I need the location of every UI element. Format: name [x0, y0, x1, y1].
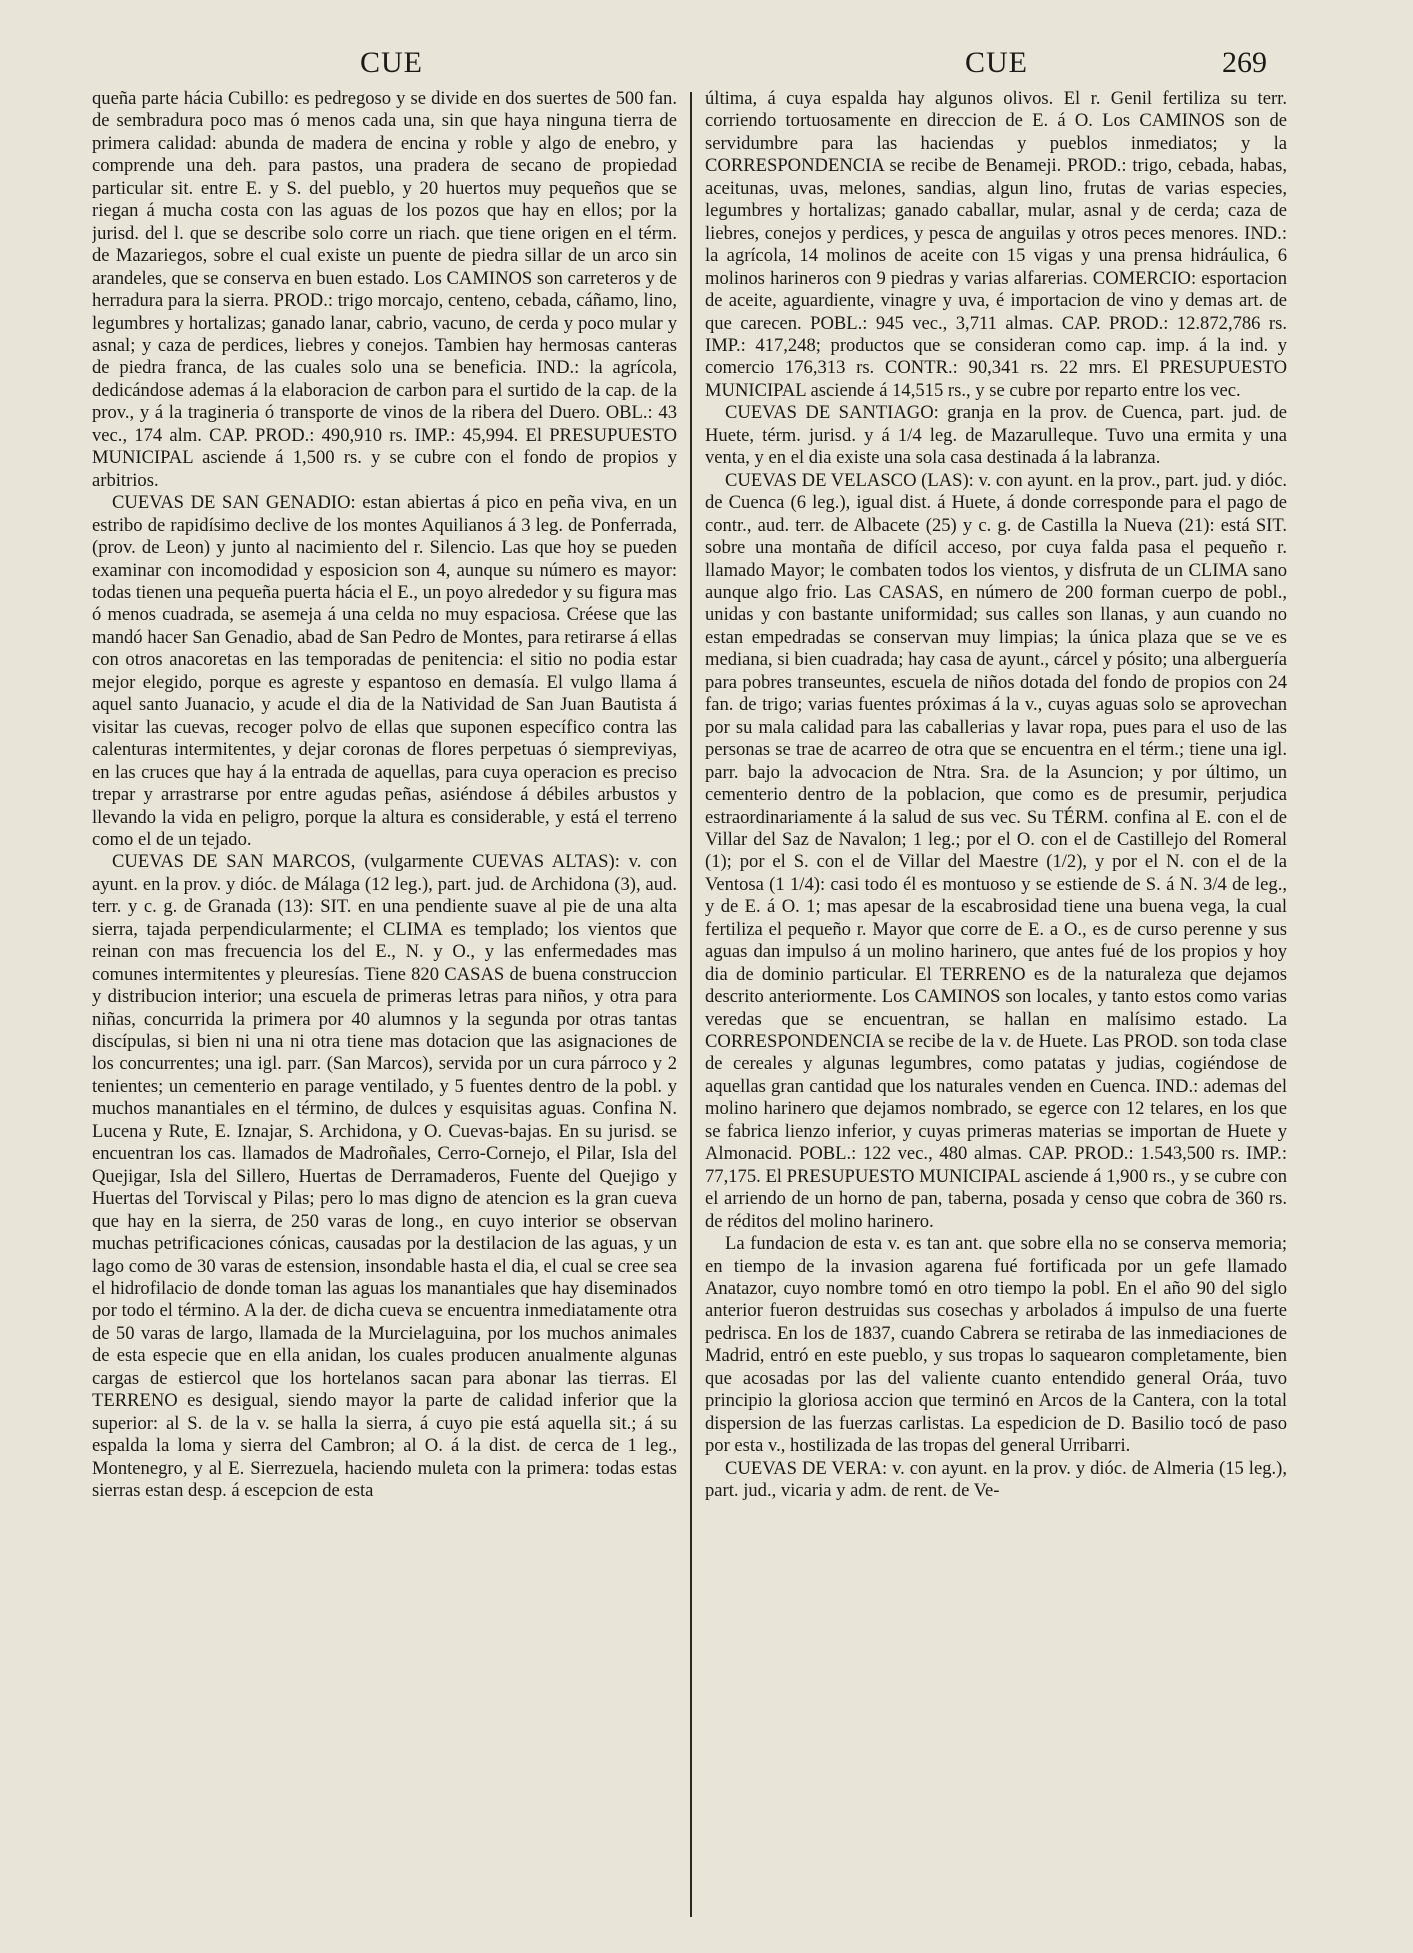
- entry-cuevas-de-santiago: CUEVAS DE SANTIAGO: granja en la prov. de Cuenca, part. jud. de Huete, térm. jurisd. y á 1/4 leg. de Mazarulleque. Tuvo una ermita y una venta, y en el dia existe una sola casa destinada á la labranza.: [705, 402, 1287, 469]
- entry-cuevas-de-velasco: CUEVAS DE VELASCO (LAS): v. con ayunt. en la prov., part. jud. y dióc. de Cuenca (6 leg.), igual dist. á Huete, á donde corresponde para el pago de contr., aud. terr. de Albacete (25) y c. g. de Castilla la Nueva (21): está SIT. sobre una montaña de difícil acceso, por cuya falda pasa el pequeño r. llamado Mayor; le combaten todos los vientos, y disfruta de un CLIMA sano aunque algo frio. Las CASAS, en número de 200 forman cuerpo de pobl., unidas y con bastante uniformidad; sus calles son llanas, y aun cuando no estan empedradas se conservan muy limpias; la única plaza que se ve es mediana, si bien cuadrada; hay casa de ayunt., cárcel y pósito; una alberguería para pobres transeuntes, escuela de niños dotada del fondo de propios con 24 fan. de trigo; varias fuentes próximas á la v., cuyas aguas solo se aprovechan por su mala calidad para las caballerias y lavar ropa, pues para el uso de las personas se trae de acarreo de otra que se encuentra en el térm.; tiene una igl. parr. bajo la advocacion de Ntra. Sra. de la Asuncion; y por último, un cementerio dentro de la poblacion, que como es de presumir, perjudica estraordinariamente á la salud de sus vec. Su TÉRM. confina al E. con el de Villar del Saz de Navalon; 1 leg.; por el O. con el de Castillejo del Romeral (1); por el S. con el de Villar del Maestre (1/2), y por el N. con el de la Ventosa (1 1/4): casi todo él es montuoso y se estiende de S. á N. 3/4 de leg., y de E. á O. 1; mas apesar de la escabrosidad tiene una buena vega, la cual fertiliza el pequeño r. Mayor que corre de E. a O., es de curso perenne y sus aguas dan impulso á un molino harinero, que antes fué de los propios y hoy dia de dominio particular. El TERRENO es de la naturaleza que dejamos descrito anteriormente. Los CAMINOS son locales, y tanto estos como varias veredas que se encuentran, se hallan en malísimo estado. La CORRESPONDENCIA se recibe de la v. de Huete. Las PROD. son toda clase de cereales y algunas legumbres, como patatas y judias, cogiéndose de aquellas gran cantidad que los naturales venden en Cuenca. IND.: ademas del molino harinero que dejamos nombrado, se egerce con 12 telares, en los que se fabrica lienzo inferior, y cuyas primeras materias se importan de Huete y Almonacid. POBL.: 122 vec., 480 almas. CAP. PROD.: 1.543,500 rs. IMP.: 77,175. El PRESUPUESTO MUNICIPAL asciende á 1,900 rs., y se cubre con el arriendo de un horno de pan, taberna, posada y censo que cobra de 360 rs. de réditos del molino harinero.: [705, 469, 1287, 1232]
- right-column: [705, 88, 1287, 1938]
- page-number: 269: [1222, 46, 1267, 79]
- right-running-title: CUE: [965, 46, 1028, 79]
- paragraph-continuation: queña parte hácia Cubillo: es pedregoso y se divide en dos suertes de 500 fan. de sembradura poco mas ó menos cada una, sin que haya ninguna tierra de primera calidad: abunda de madera de encina y roble y algo de enebro, y comprende una deh. para pastos, una pradera de secano de propiedad particular sit. entre E. y S. del pueblo, y 20 huertos muy pequeños que se riegan á mucha costa con las aguas de los pozos que hay en ellos; por la jurisd. del l. que se describe solo corre un riach. que tiene origen en el térm. de Mazariegos, sobre el cual existe un puente de piedra sillar de un arco sin arandeles, que se conserva en buen estado. Los CAMINOS son carreteros y de herradura para la sierra. PROD.: trigo morcajo, centeno, cebada, cáñamo, lino, legumbres y hortalizas; ganado lanar, cabrio, vacuno, de cerda y poco mular y asnal; y caza de perdices, liebres y conejos. Tambien hay hermosas canteras de piedra franca, de las cuales solo una se beneficia. IND.: la agrícola, dedicándose ademas á la elaboracion de carbon para el surtido de la cap. de la prov., y á la tragineria ó transporte de vinos de la ribera del Duero. OBL.: 43 vec., 174 alm. CAP. PROD.: 490,910 rs. IMP.: 45,994. El PRESUPUESTO MUNICIPAL asciende á 1,500 rs. y se cubre con el fondo de propios y arbitrios.: [92, 88, 677, 491]
- history-paragraph: La fundacion de esta v. es tan ant. que sobre ella no se conserva memoria; en tiempo de la invasion agarena fué fortificada por un gefe llamado Anatazor, cuyo nombre tomó en otro tiempo la pobl. En el año 90 del siglo anterior fueron destruidas sus cosechas y arbolados á impulso de una fuerte pedrisca. En los de 1837, cuando Cabrera se retiraba de las inmediaciones de Madrid, entró en este pueblo, y sus tropas lo saquearon completamente, bien que acosadas por las del valiente cuanto entendido general Oráa, tuvo principio la gloriosa accion que terminó en Arcos de la Cantera, con la total dispersion de las fuerzas carlistas. La espedicion de D. Basilio tocó de paso por esta v., hostilizada de las tropas del general Urribarri.: [705, 1233, 1287, 1457]
- column-divider: [690, 92, 692, 1917]
- entry-cuevas-de-vera: CUEVAS DE VERA: v. con ayunt. en la prov. y dióc. de Almeria (15 leg.), part. jud., vicaria y adm. de rent. de Ve-: [705, 1457, 1287, 1502]
- entry-cuevas-de-san-genadio: CUEVAS DE SAN GENADIO: estan abiertas á pico en peña viva, en un estribo de rapidísimo declive de los montes Aquilianos á 3 leg. de Ponferrada, (prov. de Leon) y junto al nacimiento del r. Silencio. Las que hoy se pueden examinar con incomodidad y esposicion son 4, aunque su número es mayor: todas tienen una pequeña puerta hácia el E., un poyo alrededor y su figura mas ó menos cuadrada, se asemeja á una celda no muy espaciosa. Créese que las mandó hacer San Genadio, abad de San Pedro de Montes, para retirarse á ellas con otros anacoretas en las temporadas de penitencia: el sitio no podia estar mejor elegido, porque es agreste y espantoso en demasía. El vulgo llama á aquel santo Juanacio, y acude el dia de la Natividad de San Juan Bautista á visitar las cuevas, recoger polvo de ellas que suponen específico contra las calenturas intermitentes, y dejar coronas de flores perpetuas ó siempreviyas, en las cruces que hay á la entrada de aquellas, para cuya operacion es preciso trepar y arrastrarse por entre agudas peñas, asiéndose á débiles arbustos y llevando la vida en peligro, porque la altura es considerable, y está el terreno como el de un tejado.: [92, 492, 677, 850]
- left-running-title: CUE: [360, 46, 423, 79]
- left-column: [92, 88, 677, 1938]
- running-header: [0, 46, 1413, 86]
- paragraph-continuation: última, á cuya espalda hay algunos olivos. El r. Genil fertiliza su terr. corriendo tortuosamente en direccion de E. á O. Los CAMINOS son de servidumbre para las haciendas y pueblos inmediatos; y la CORRESPONDENCIA se recibe de Benameji. PROD.: trigo, cebada, habas, aceitunas, uvas, melones, sandias, algun lino, frutas de varias especies, legumbres y hortalizas; ganado caballar, mular, asnal y de cerda; caza de liebres, conejos y perdices, y pesca de anguilas y otros peces menores. IND.: la agrícola, 14 molinos de aceite con 15 vigas y una prensa hidráulica, 6 molinos harineros con 9 piedras y varias alfarerias. COMERCIO: esportacion de aceite, aguardiente, vinagre y uva, é importacion de vino y demas art. de que carecen. POBL.: 945 vec., 3,711 almas. CAP. PROD.: 12.872,786 rs. IMP.: 417,248; productos que se consideran como cap. imp. á la ind. y comercio 176,313 rs. CONTR.: 90,341 rs. 22 mrs. El PRESUPUESTO MUNICIPAL asciende á 14,515 rs., y se cubre por reparto entre los vec.: [705, 88, 1287, 401]
- entry-cuevas-de-san-marcos: CUEVAS DE SAN MARCOS, (vulgarmente CUEVAS ALTAS): v. con ayunt. en la prov. y dióc. de Málaga (12 leg.), part. jud. de Archidona (3), aud. terr. y c. g. de Granada (13): SIT. en una pendiente suave al pie de una alta sierra, tajada perpendicularmente; el CLIMA es templado; los vientos que reinan con mas frecuencia los del E., N. y O., y las enfermedades mas comunes intermitentes y pleuresías. Tiene 820 CASAS de buena construccion y distribucion interior; una escuela de primeras letras para niños, y otra para niñas, concurrida la primera por 40 alumnos y la segunda por otras tantas discípulas, si bien ni una ni otra tiene mas dotacion que las asignaciones de los concurrentes; una igl. parr. (San Marcos), servida por un cura párroco y 2 tenientes; un cementerio en parage ventilado, y 5 fuentes dentro de la pobl. y muchos manantiales en el término, de dulces y esquisitas aguas. Confina N. Lucena y Rute, E. Iznajar, S. Archidona, y O. Cuevas-bajas. En su jurisd. se encuentran los cas. llamados de Madroñales, Cerro-Cornejo, el Pilar, Isla del Quejigar, Isla del Sillero, Huertas de Derramaderos, Fuente del Quejigo y Huertas del Torviscal y Pilas; pero lo mas digno de atencion es la gran cueva que hay en la sierra, de 250 varas de long., en cuyo interior se observan muchas petrificaciones cónicas, causadas por la destilacion de las aguas, y un lago como de 30 varas de estension, insondable hasta el dia, el cual se cree sea el hidrofilacio de donde toman las aguas los manantiales que hay diseminados por todo el término. A la der. de dicha cueva se encuentra inmediatamente otra de 50 varas de largo, llamada de la Murcielaguina, por los muchos animales de esta especie que en ella anidan, los cuales producen anualmente algunas cargas de estiercol que los hortelanos sacan para abonar las tierras. El TERRENO es desigual, siendo mayor la parte de calidad inferior que la superior: al S. de la v. se halla la sierra, á cuyo pie está aquella sit.; á su espalda la loma y sierra del Cambron; al O. á la dist. de cerca de 1 leg., Montenegro, y al E. Sierrezuela, haciendo muleta con la primera: todas estas sierras estan desp. á escepcion de esta: [92, 851, 677, 1502]
